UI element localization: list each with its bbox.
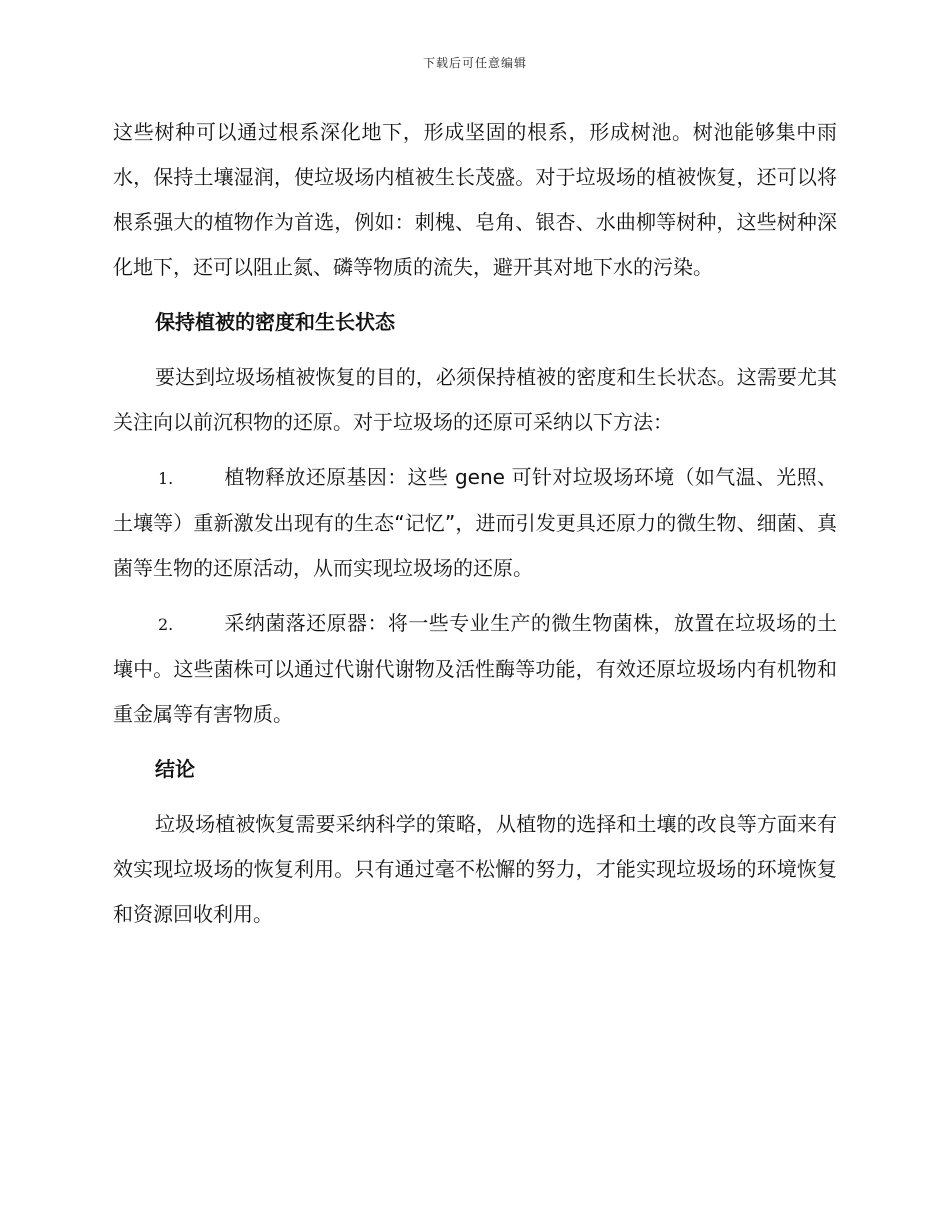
document-body <box>113 110 837 937</box>
list-item-text: 植物释放还原基因：这些 gene 可针对垃圾场环境（如气温、光照、土壤等）重新激发出现有的生态“记忆”，进而引发更具还原力的微生物、细菌、真菌等生物的还原活动，从而实现垃圾场的还原。 <box>113 465 837 580</box>
paragraph-tree-pits: 这些树种可以通过根系深化地下，形成坚固的根系，形成树池。树池能够集中雨水，保持土壤湿润，使垃圾场内植被生长茂盛。对于垃圾场的植被恢复，还可以将根系强大的植物作为首选，例如：刺槐、皂角、银杏、水曲柳等树种，这些树种深化地下，还可以阻止氮、磷等物质的流失，避开其对地下水的污染。 <box>113 120 837 279</box>
paragraph-density: 要达到垃圾场植被恢复的目的，必须保持植被的密度和生长状态。这需要尤其关注向以前沉积物的还原。对于垃圾场的还原可采纳以下方法： <box>113 365 837 434</box>
list-item-text: 采纳菌落还原器：将一些专业生产的微生物菌株，放置在垃圾场的土壤中。这些菌株可以通过代谢代谢物及活性酶等功能，有效还原垃圾场内有机物和重金属等有害物质。 <box>113 611 837 726</box>
list-number: 2. <box>158 615 174 634</box>
paragraph-conclusion: 垃圾场植被恢复需要采纳科学的策略，从植物的选择和土壤的改良等方面来有效实现垃圾场的恢复利用。只有通过毫不松懈的努力，才能实现垃圾场的环境恢复和资源回收利用。 <box>113 812 837 926</box>
list-item-1 <box>113 455 837 591</box>
section-heading-density: 保持植被的密度和生长状态 <box>155 310 395 334</box>
section-heading-conclusion: 结论 <box>155 757 195 781</box>
list-number: 1. <box>158 469 174 488</box>
list-item-2 <box>113 601 837 737</box>
page-header: 下载后可任意编辑 <box>422 56 527 70</box>
